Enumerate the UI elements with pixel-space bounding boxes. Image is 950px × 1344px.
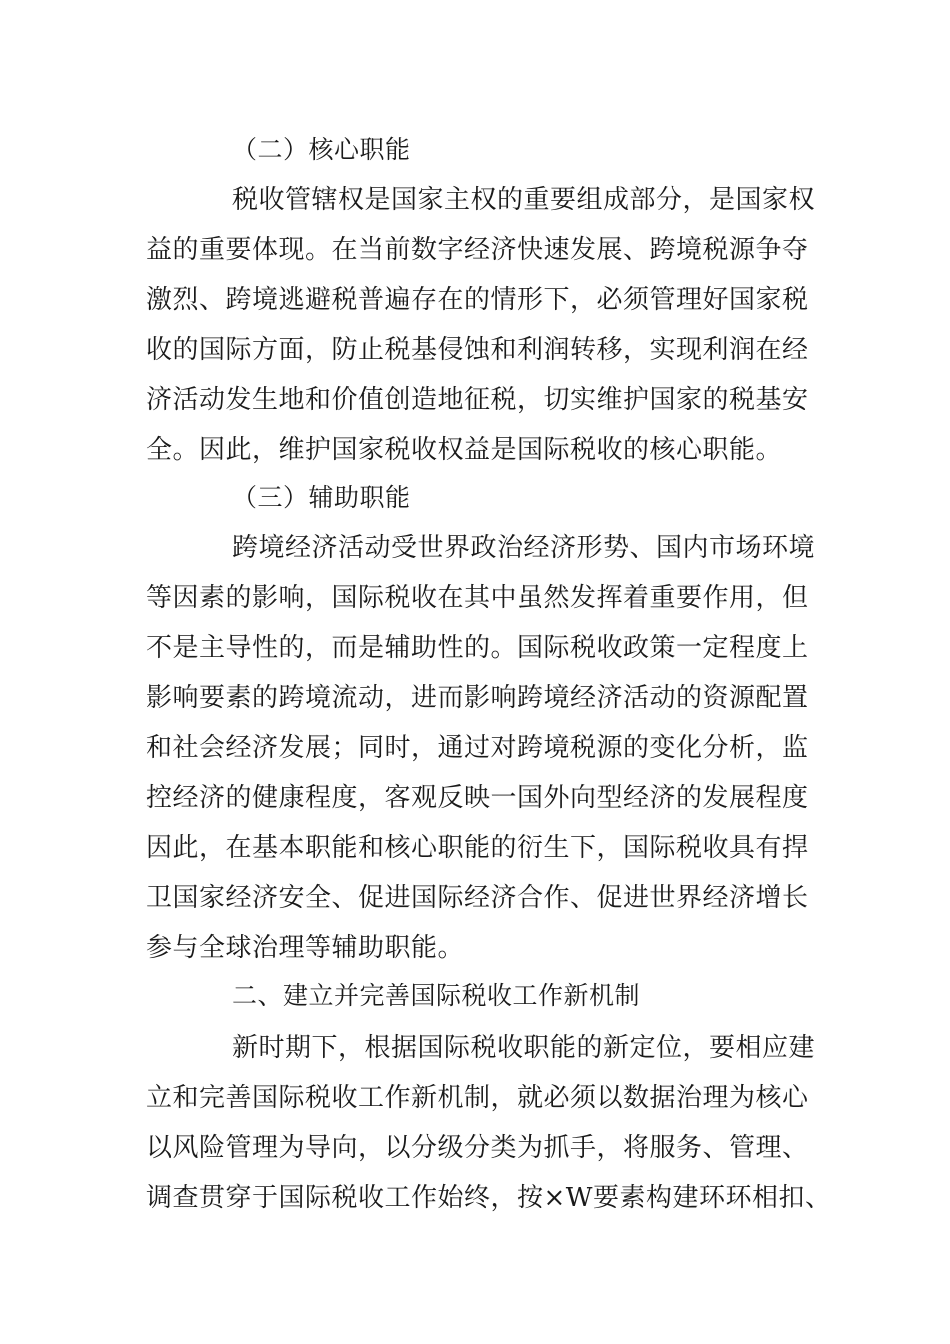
section-heading-auxiliary-function: （三）辅助职能 xyxy=(232,483,411,512)
paragraph-line: 以风险管理为导向，以分级分类为抓手，将服务、管理、 xyxy=(146,1133,809,1163)
paragraph-line: 参与全球治理等辅助职能。 xyxy=(146,933,465,963)
paragraph-line: 新时期下，根据国际税收职能的新定位，要相应建 xyxy=(232,1033,816,1063)
paragraph-line: 调查贯穿于国际税收工作始终，按×W要素构建环环相扣、 xyxy=(146,1183,832,1213)
paragraph-line: 和社会经济发展；同时，通过对跨境税源的变化分析，监 xyxy=(146,733,809,763)
paragraph-line: 控经济的健康程度，客观反映一国外向型经济的发展程度 xyxy=(146,783,809,813)
paragraph-line: 不是主导性的，而是辅助性的。国际税收政策一定程度上 xyxy=(146,633,809,663)
paragraph-line: 益的重要体现。在当前数字经济快速发展、跨境税源争夺 xyxy=(146,235,809,265)
paragraph-line: 税收管辖权是国家主权的重要组成部分，是国家权 xyxy=(232,185,816,215)
section-heading-core-function: （二）核心职能 xyxy=(232,135,411,164)
paragraph-line: 济活动发生地和价值创造地征税，切实维护国家的税基安 xyxy=(146,385,809,415)
paragraph-line: 立和完善国际税收工作新机制，就必须以数据治理为核心 xyxy=(146,1083,809,1113)
paragraph-line: 全。因此，维护国家税收权益是国际税收的核心职能。 xyxy=(146,435,783,465)
part-heading-new-mechanism: 二、建立并完善国际税收工作新机制 xyxy=(232,981,641,1010)
paragraph-line: 跨境经济活动受世界政治经济形势、国内市场环境 xyxy=(232,533,816,563)
paragraph-line: 等因素的影响，国际税收在其中虽然发挥着重要作用，但 xyxy=(146,583,809,613)
paragraph-line: 激烈、跨境逃避税普遍存在的情形下，必须管理好国家税 xyxy=(146,285,809,315)
paragraph-line: 影响要素的跨境流动，进而影响跨境经济活动的资源配置 xyxy=(146,683,809,713)
paragraph-line: 因此，在基本职能和核心职能的衍生下，国际税收具有捍 xyxy=(146,833,809,863)
paragraph-line: 收的国际方面，防止税基侵蚀和利润转移，实现利润在经 xyxy=(146,335,809,365)
paragraph-line: 卫国家经济安全、促进国际经济合作、促进世界经济增长 xyxy=(146,883,809,913)
